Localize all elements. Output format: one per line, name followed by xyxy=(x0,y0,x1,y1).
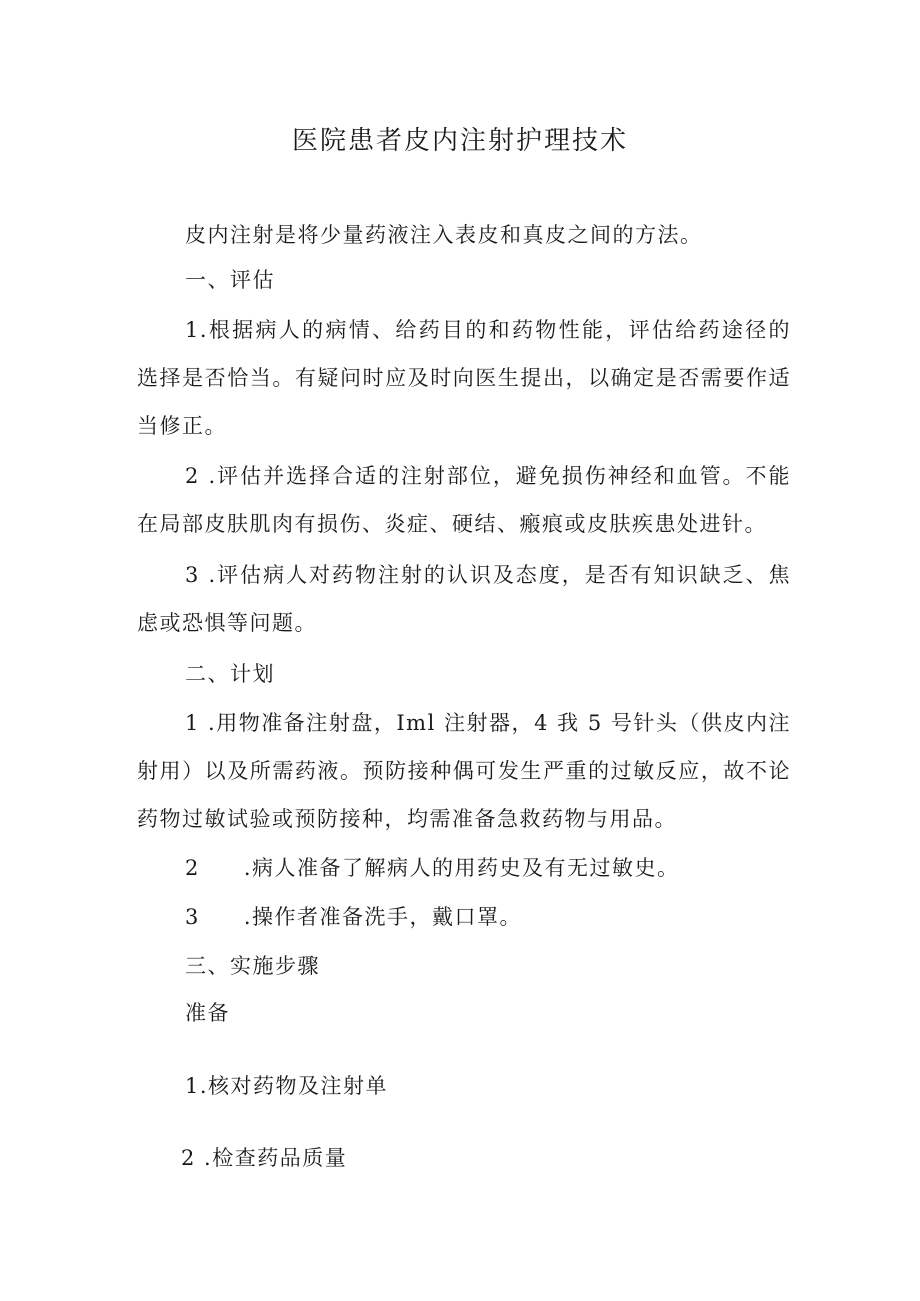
section2-heading: 二、计划 xyxy=(185,662,275,686)
section2-item3-text: .操作者准备洗手，戴口罩。 xyxy=(243,905,523,929)
section3-item2: 2 .检查药品质量 xyxy=(181,1146,348,1170)
section1-heading: 一、评估 xyxy=(185,268,275,292)
section2-item2-number: 2 xyxy=(185,856,200,880)
section2-item2-text: .病人准备了解病人的用药史及有无过敏史。 xyxy=(243,856,680,880)
section3-heading: 三、实施步骤 xyxy=(185,954,320,978)
section3-item1: 1.核对药物及注射单 xyxy=(185,1074,389,1098)
section1-item3: 3 .评估病人对药物注射的认识及态度，是否有知识缺乏、焦虑或恐惧等问题。 xyxy=(137,563,791,635)
section1-item2: 2 .评估并选择合适的注射部位，避免损伤神经和血管。不能在局部皮肤肌肉有损伤、炎症、硬结、瘢痕或皮肤疾患处进针。 xyxy=(137,464,791,536)
section2-item1: 1 .用物准备注射盘，Iml 注射器，4 我 5 号针头（供皮内注射用）以及所需药液。预防接种偶可发生严重的过敏反应，故不论药物过敏试验或预防接种，均需准备急救药物与用品。 xyxy=(137,711,791,831)
section3-subheading: 准备 xyxy=(185,1001,230,1025)
section2-item3 xyxy=(185,902,522,932)
section2-item2 xyxy=(185,853,680,883)
section2-item3-number: 3 xyxy=(185,905,200,929)
document-title: 医院患者皮内注射护理技术 xyxy=(291,126,628,156)
section1-item1: 1.根据病人的病情、给药目的和药物性能，评估给药途径的选择是否恰当。有疑问时应及时向医生提出，以确定是否需要作适当修正。 xyxy=(137,318,791,438)
intro-paragraph: 皮内注射是将少量药液注入表皮和真皮之间的方法。 xyxy=(185,223,703,247)
